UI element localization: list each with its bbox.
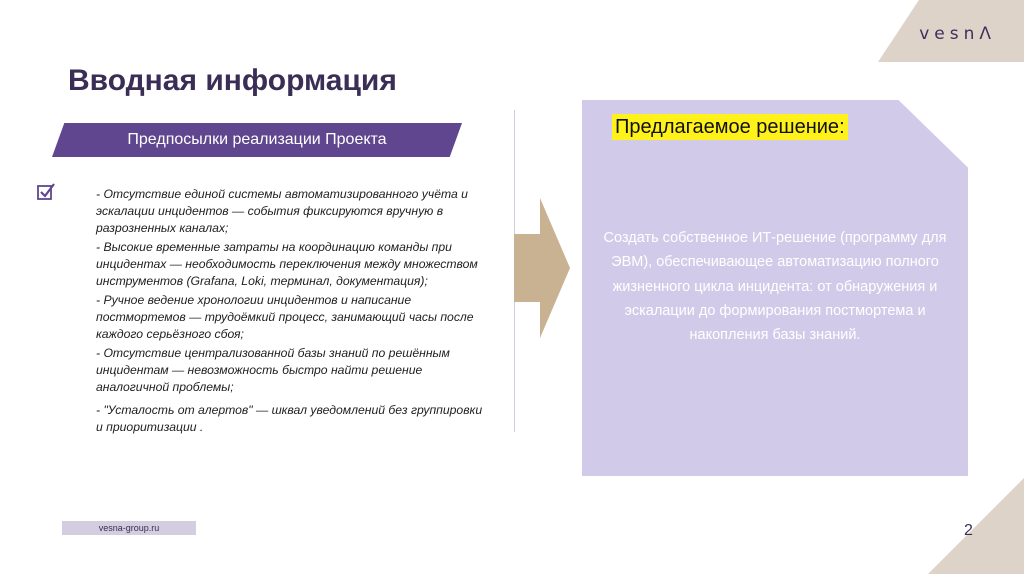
page-number: 2	[964, 522, 973, 539]
list-item: - Ручное ведение хронологии инцидентов и написание постмортемов — трудоёмкий процесс, занимающий часы после каждого серьёзного сбоя;	[96, 293, 474, 341]
solution-panel-title-text: Предлагаемое решение	[615, 116, 840, 138]
corner-decoration-bottom-right	[928, 478, 1024, 574]
brand-logo: vesnΛ	[919, 24, 996, 44]
solution-panel-title-colon: :	[839, 116, 845, 138]
list-item: - Отсутствие централизованной базы знаний по решённым инцидентам — невозможность быстро найти решение аналогичной проблемы;	[96, 346, 450, 394]
footer-url: vesna-group.ru	[98, 523, 160, 533]
arrow-right-icon	[510, 196, 572, 340]
list-item: - Отсутствие единой системы автоматизированного учёта и эскалации инцидентов — события фиксируются вручную в разрозненных каналах;	[96, 187, 468, 235]
checkbox-check-icon	[36, 182, 56, 202]
solution-panel-body: Создать собственное ИТ-решение (программу для ЭВМ), обеспечивающее автоматизацию полного жизненного цикла инцидента: от обнаружения и эскалации до формирования постмортема и накопления базы знаний.	[603, 230, 947, 344]
prerequisites-list	[96, 186, 486, 438]
slide-title: Вводная информация	[68, 64, 397, 97]
list-item: - "Усталость от алертов" — шквал уведомлений без группировки и приоритизации .	[96, 403, 483, 434]
list-item: - Высокие временные затраты на координацию команды при инцидентах — необходимость переключения между множеством инструментов (Grafana, Loki, терминал, документация);	[96, 240, 478, 288]
section-ribbon-label: Предпосылки реализации Проекта	[127, 131, 387, 148]
solution-panel-title	[612, 114, 848, 140]
